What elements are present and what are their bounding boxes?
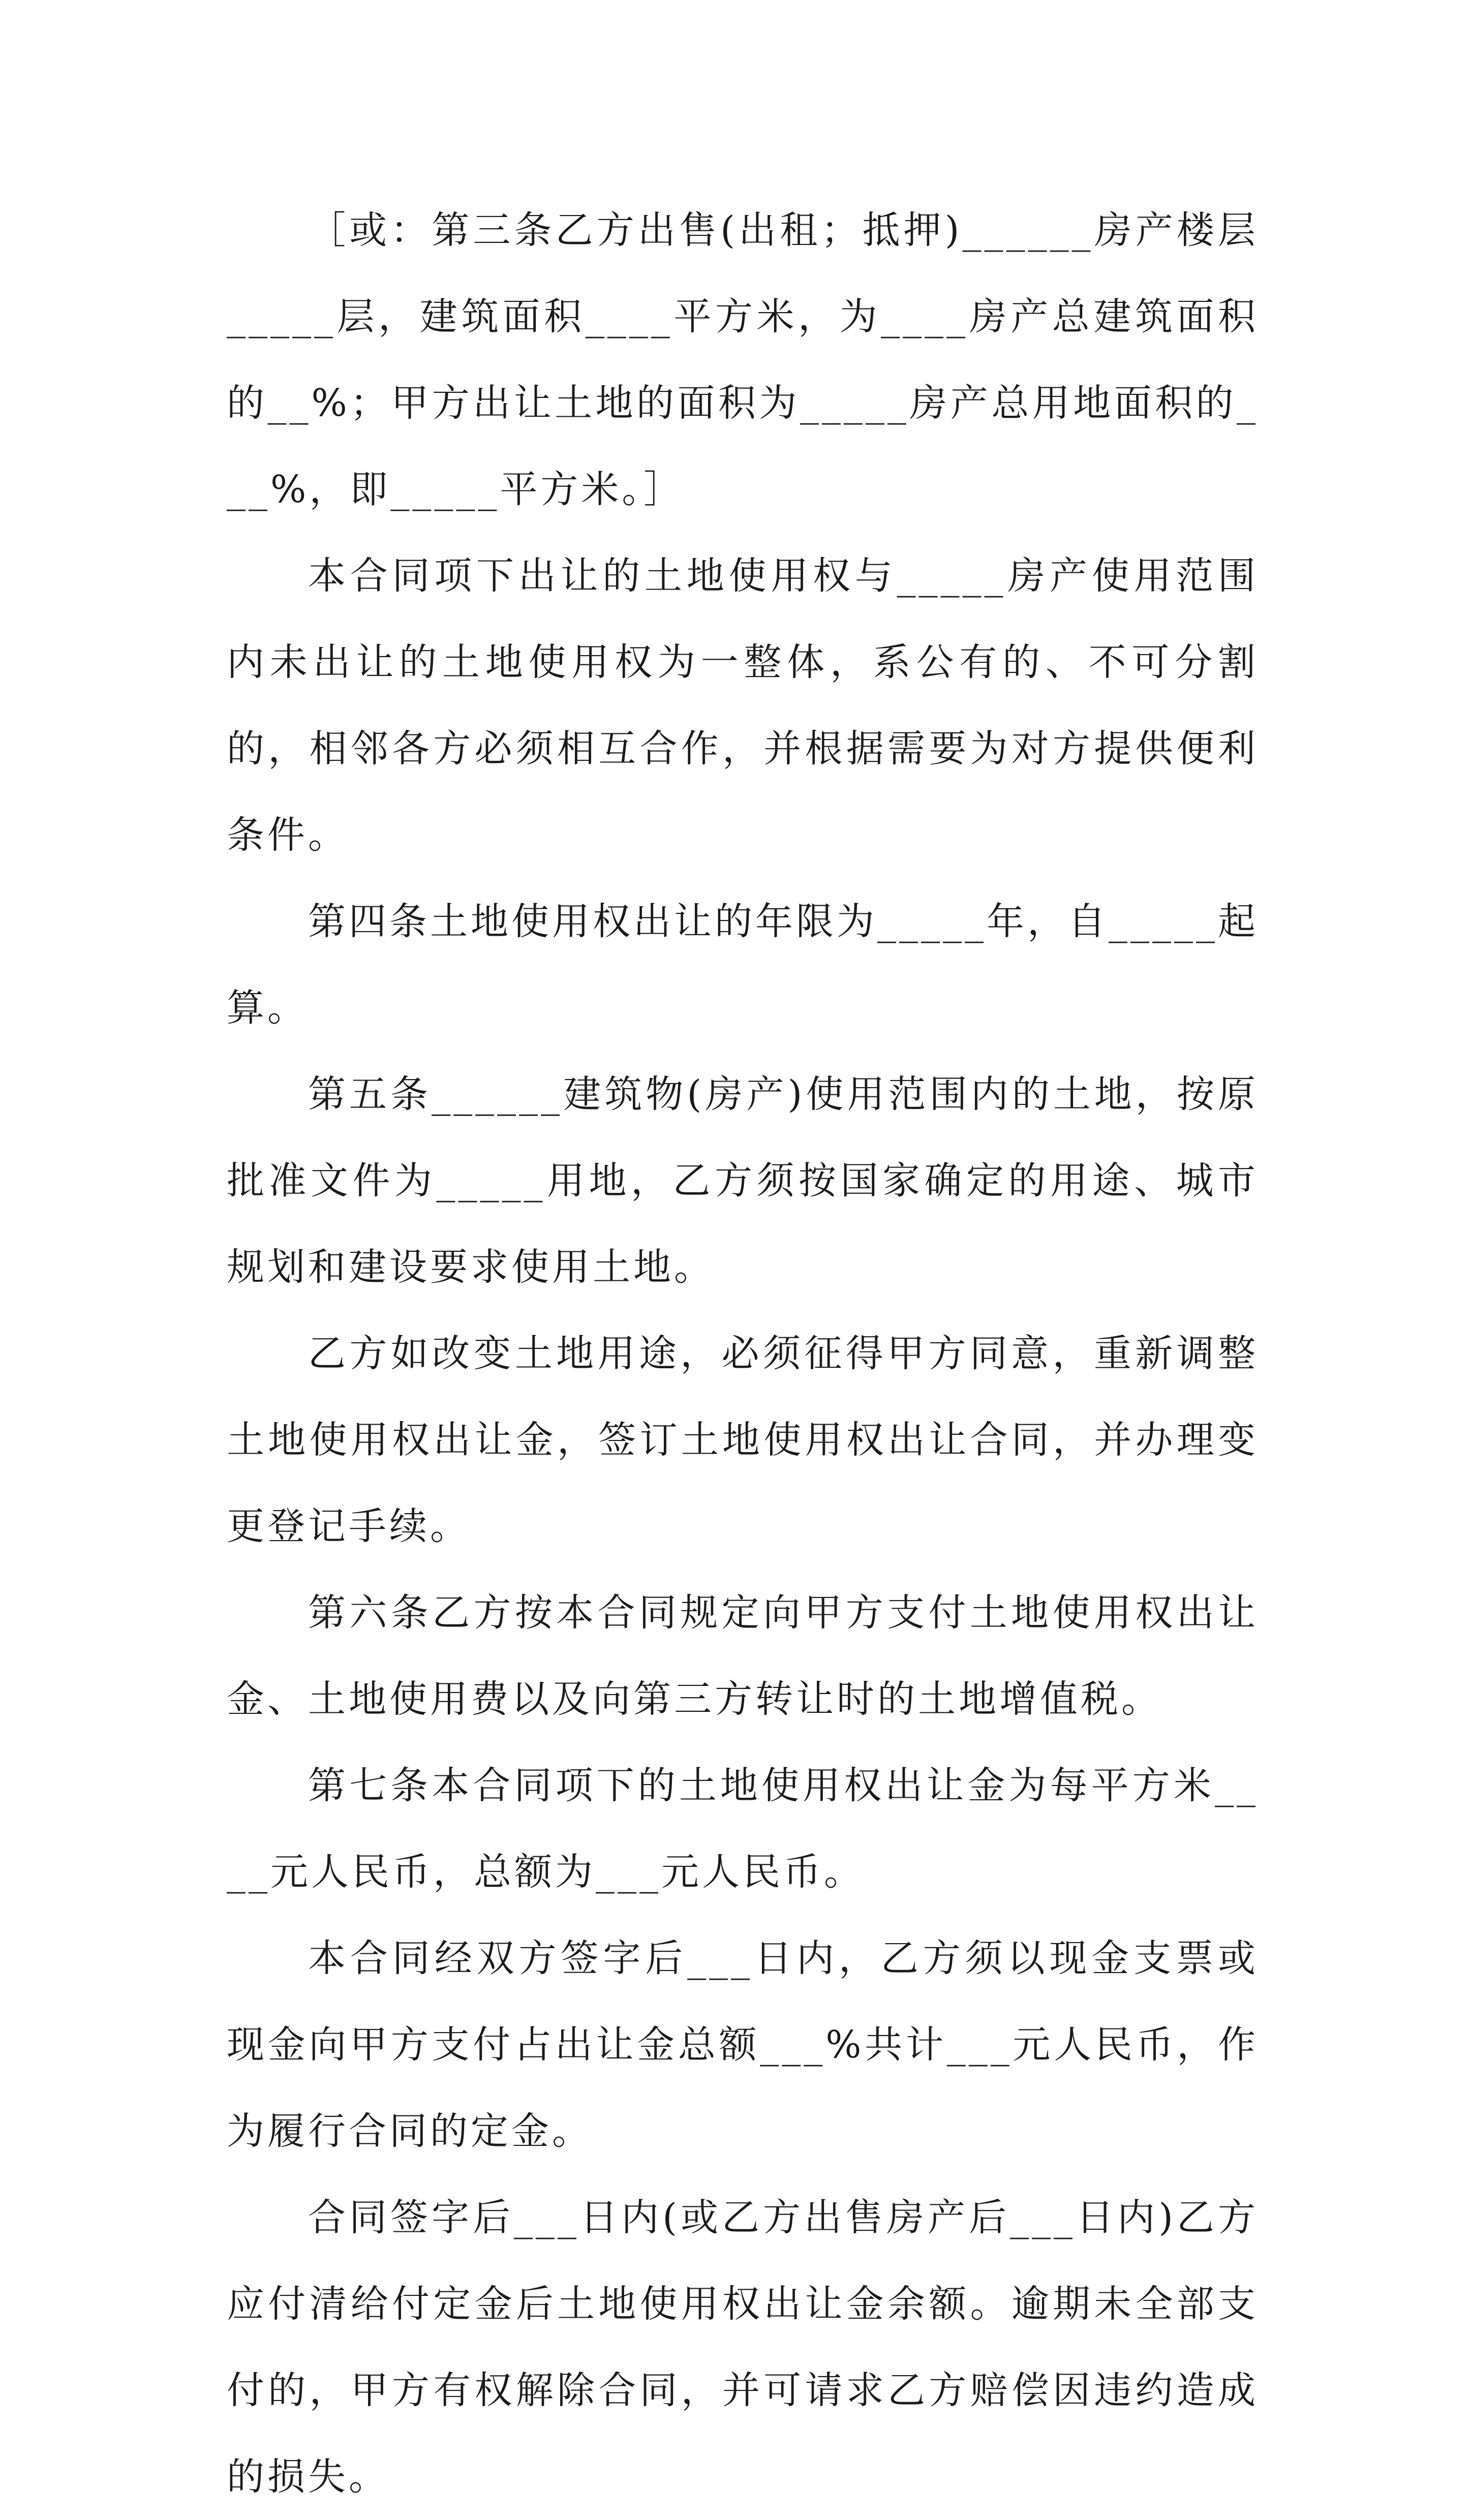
paragraph-change-of-use: 乙方如改变土地用途，必须征得甲方同意，重新调整土地使用权出让金，签订土地使用权出让合同，并办理变更登记手续。 (227, 1332, 1259, 1548)
paragraph-clause-3-alt: ［或：第三条乙方出售(出租；抵押)______房产楼层_____层，建筑面积____平方米，为____房产总建筑面积的__%；甲方出让土地的面积为_____房产总用地面积的___%，即_____平方米。］ (227, 208, 1259, 511)
paragraph-clause-7: 第七条本合同项下的土地使用权出让金为每平方米____元人民币，总额为___元人民币。 (227, 1764, 1259, 1894)
paragraph-clause-4: 第四条土地使用权出让的年限为_____年，自_____起算。 (227, 900, 1259, 1030)
paragraph-balance-payment: 合同签字后___日内(或乙方出售房产后___日内)乙方应付清给付定金后土地使用权出让金余额。逾期未全部支付的，甲方有权解除合同，并可请求乙方赔偿因违约造成的损失。 (227, 2196, 1259, 2499)
contract-text (227, 187, 1259, 2520)
paragraph-land-use-integrity: 本合同项下出让的土地使用权与_____房产使用范围内未出让的土地使用权为一整体，系公有的、不可分割的，相邻各方必须相互合作，并根据需要为对方提供便利条件。 (227, 554, 1259, 857)
paragraph-deposit: 本合同经双方签字后___日内，乙方须以现金支票或现金向甲方支付占出让金总额___%共计___元人民币，作为履行合同的定金。 (227, 1937, 1259, 2153)
paragraph-clause-6: 第六条乙方按本合同规定向甲方支付土地使用权出让金、土地使用费以及向第三方转让时的土地增值税。 (227, 1591, 1259, 1721)
paragraph-clause-5: 第五条______建筑物(房产)使用范围内的土地，按原批准文件为_____用地，乙方须按国家确定的用途、城市规划和建设要求使用土地。 (227, 1072, 1259, 1289)
